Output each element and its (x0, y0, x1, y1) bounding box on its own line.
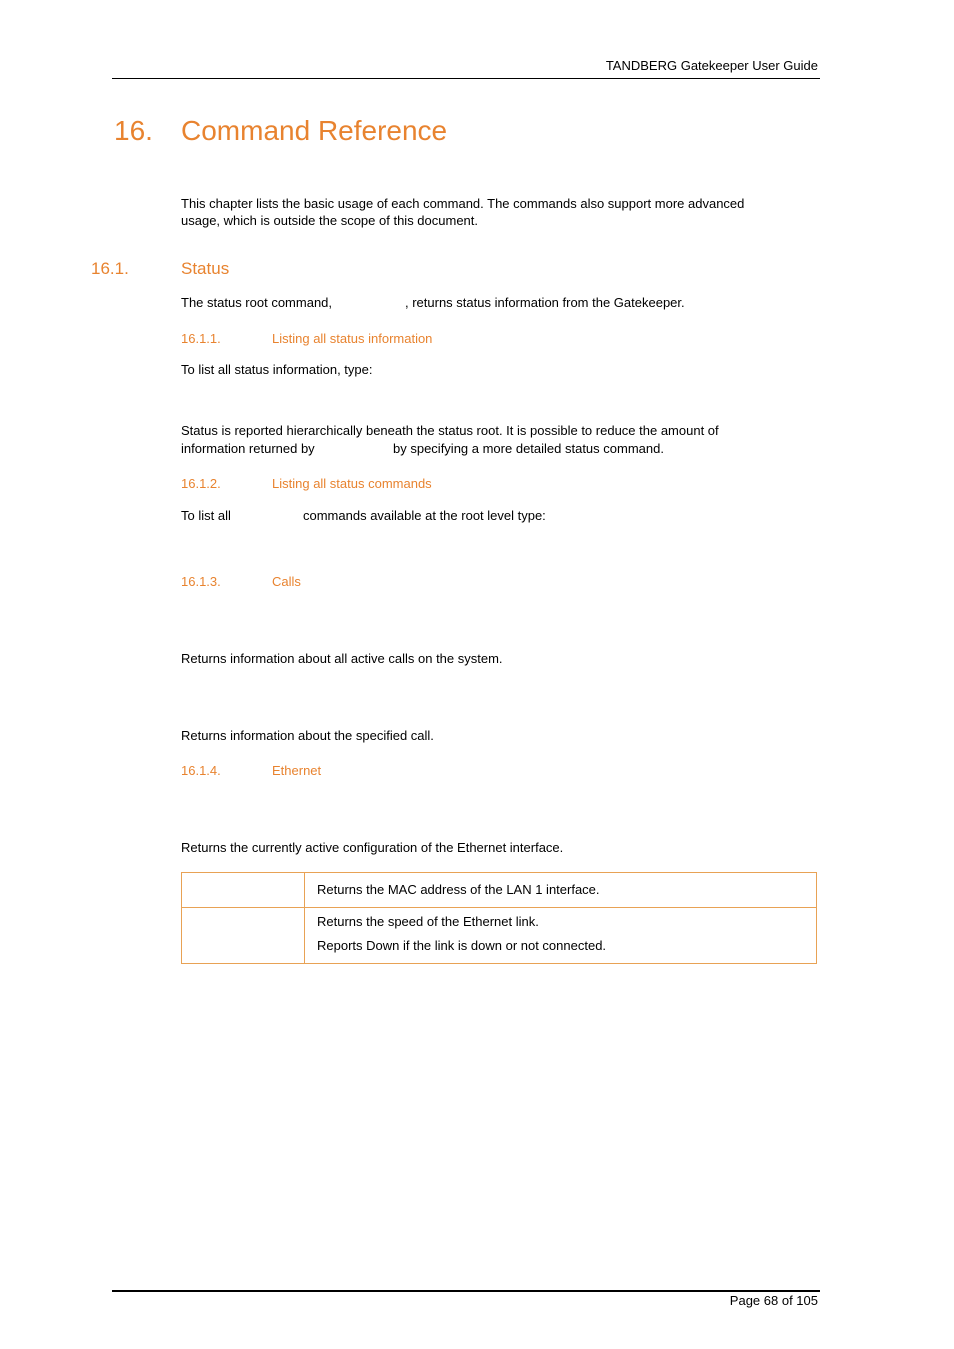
status-intro-after: , returns status information from the Gatekeeper. (405, 295, 685, 310)
status-intro-before: The status root command, (181, 295, 333, 310)
subsection-title-3: Calls (272, 574, 301, 589)
sub1-para-line-1: Status is reported hierarchically beneath the status root. It is possible to reduce the amount of (181, 423, 719, 438)
section-title: Status (181, 259, 230, 278)
sub1-para-line-2-after: by specifying a more detailed status command. (393, 441, 664, 456)
header-rule (112, 78, 820, 79)
table-cell-description (305, 908, 817, 964)
ethernet-table (181, 872, 817, 964)
subsection-number-2: 16.1.2. (181, 476, 221, 491)
table-cell-line: Returns the MAC address of the LAN 1 interface. (317, 882, 600, 897)
subsection-number-3: 16.1.3. (181, 574, 221, 589)
table-row (182, 908, 817, 964)
chapter-number: 16. (114, 115, 153, 146)
sub2-text-after: commands available at the root level type: (303, 508, 546, 523)
ethernet-text: Returns the currently active configuration of the Ethernet interface. (181, 840, 564, 855)
chapter-title: Command Reference (181, 115, 448, 146)
subsection-title-2: Listing all status commands (272, 476, 432, 491)
intro-line-1: This chapter lists the basic usage of each command. The commands also support more advanced (181, 196, 745, 211)
sub2-text-before: To list all (181, 508, 231, 523)
subsection-title-4: Ethernet (272, 763, 322, 778)
subsection-number-1: 16.1.1. (181, 331, 221, 346)
sub1-para-line-2-before: information returned by (181, 441, 315, 456)
page-number: Page 68 of 105 (729, 1293, 818, 1308)
page-header-title: TANDBERG Gatekeeper User Guide (605, 58, 818, 73)
table-cell-command (182, 873, 305, 908)
section-number: 16.1. (91, 259, 129, 278)
calls-all-text: Returns information about all active calls on the system. (181, 651, 503, 666)
calls-specified-text: Returns information about the specified call. (181, 728, 434, 743)
subsection-number-4: 16.1.4. (181, 763, 221, 778)
sub1-text: To list all status information, type: (181, 362, 373, 377)
subsection-title-1: Listing all status information (272, 331, 433, 346)
table-cell-line: Returns the speed of the Ethernet link. (317, 914, 539, 929)
table-row (182, 873, 817, 908)
table-cell-description (305, 873, 817, 908)
footer-rule (112, 1290, 820, 1292)
table-cell-line: Reports Down if the link is down or not connected. (317, 938, 607, 953)
intro-line-2: usage, which is outside the scope of this document. (181, 213, 479, 228)
table-cell-command (182, 908, 305, 964)
